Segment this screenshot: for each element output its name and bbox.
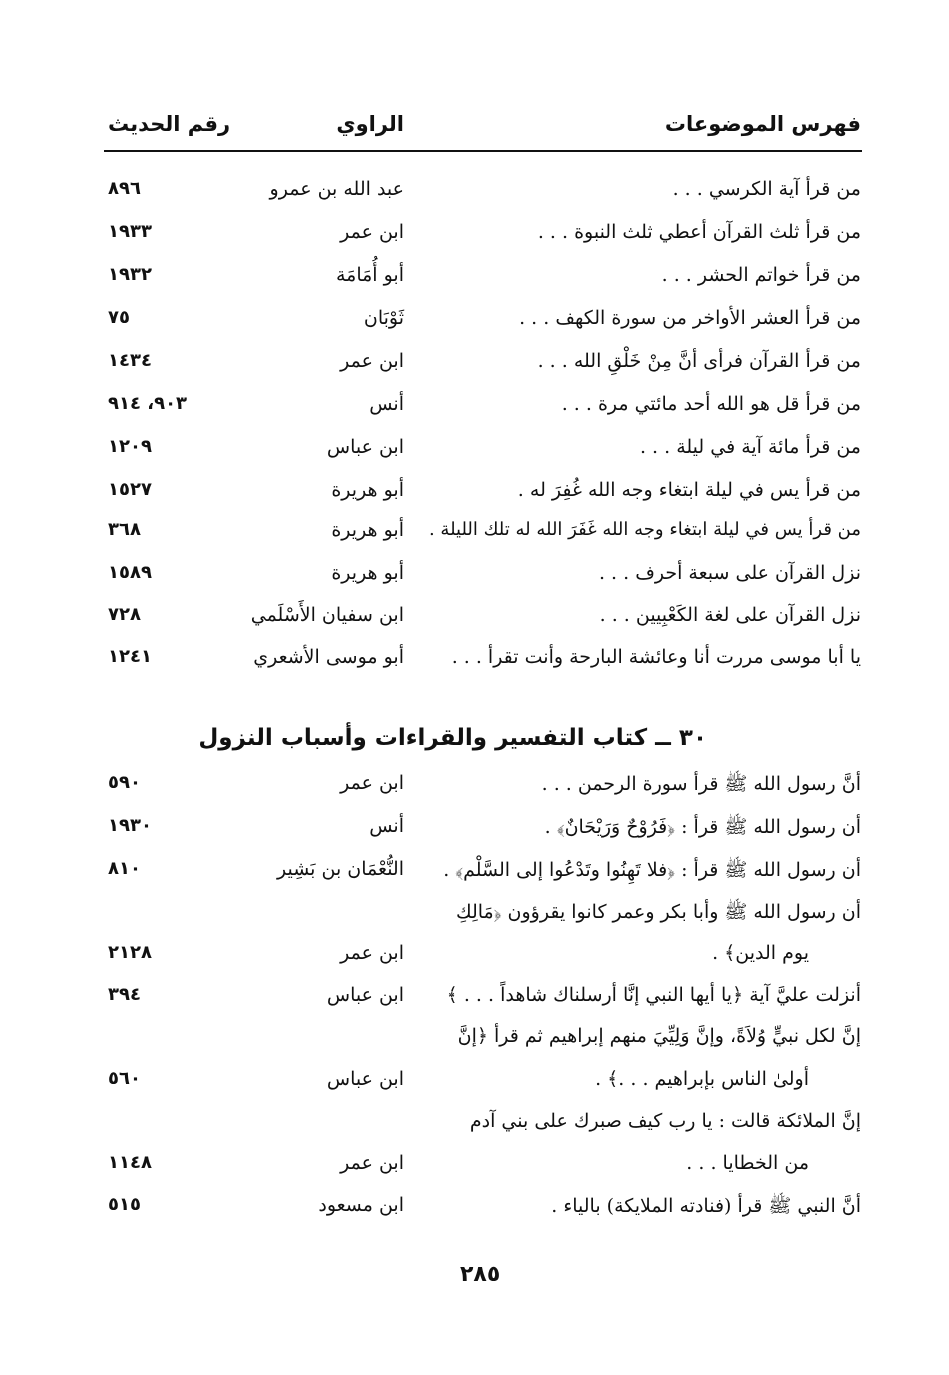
narrator-text: ابن عباس [326,984,404,1006]
topic-text: أنَّ النبي ﷺ قرأ (فنادته الملايكة) بالياء . [551,1195,861,1217]
index-row [0,815,949,845]
narrator-text: ابن عمر [340,221,404,243]
narrator-text: ابن عباس [326,436,404,458]
narrator-text: ابن عباس [326,1068,404,1090]
narrator-text: أبو هريرة [331,479,404,501]
topic-text: من قرأ يس في ليلة ابتغاء وجه الله غَفَرَ الله له تلك الليلة . [428,519,861,540]
narrator-text: ابن عمر [340,1152,404,1174]
narrator-text: ابن عمر [340,942,404,964]
index-row [0,1152,949,1182]
page-number: ٢٨٥ [460,1262,501,1287]
topic-text: يوم الدين﴾ . [712,942,809,964]
topic-text: أنزلت عليَّ آية ﴿يا أيها النبي إنَّا أرسلناك شاهداً . . . ﴾ [446,984,861,1006]
narrator-text: أبو هريرة [331,519,404,541]
hadith-number: ١٥٨٩ [108,562,152,583]
index-row [0,1068,949,1098]
narrator-text: أبو هريرة [331,562,404,584]
topic-text: من قرأ العشر الأواخر من سورة الكهف . . . [519,307,861,329]
index-row [0,604,949,634]
narrator-text: النُّعْمَان بن بَشِير [277,858,404,880]
topic-text: من قرأ القرآن فرأى أنَّ مِنْ خَلْقِ الله . . . [537,350,861,372]
hadith-number: ١٤٣٤ [108,350,152,371]
index-row [0,350,949,380]
hadith-number: ١١٤٨ [108,1152,152,1173]
hadith-number: ١٢٠٩ [108,436,152,457]
narrator-text: ابن مسعود [318,1194,404,1216]
topic-text: من قرأ آية الكرسي . . . [672,178,861,200]
hadith-number: ٣٩٤ [108,984,141,1005]
hadith-number: ٩٠٣، ٩١٤ [108,393,188,414]
index-row [0,984,949,1014]
hadith-number: ١٥٢٧ [108,479,152,500]
index-row [0,221,949,251]
hadith-number: ١٩٣٠ [108,815,152,836]
hadith-number: ٧٥ [108,307,130,328]
hadith-number: ١٩٣٢ [108,264,152,285]
topic-text: إنَّ لكل نبيٍّ وُلاَةً، وإنَّ وَلِيِّيَ منهم إبراهيم ثم قرأ ﴿إنَّ [457,1025,861,1047]
index-row [0,519,949,549]
hadith-number: ١٢٤١ [108,646,152,667]
topic-text: أن رسول الله ﷺ وأبا بكر وعمر كانوا يقرؤون ﴿مَالِكِ [455,901,861,923]
index-row [0,178,949,208]
topic-text: إنَّ الملائكة قالت : يا رب كيف صبرك على بني آدم [469,1110,861,1132]
topic-text: من الخطايا . . . [686,1152,809,1174]
index-row [0,264,949,294]
hadith-number: ١٩٣٣ [108,221,152,242]
narrator-text: ابن سفيان الأَسْلَمي [250,604,404,626]
index-row [0,562,949,592]
topic-text: أن رسول الله ﷺ قرأ : ﴿فَرُوْحٌ وَرَيْحَانٌ﴾ . [544,816,861,838]
index-row [0,307,949,337]
topic-text: نزل القرآن على سبعة أحرف . . . [598,562,861,584]
narrator-text: أبو موسى الأشعري [253,646,404,668]
index-row [0,479,949,509]
hadith-number: ٧٢٨ [108,604,141,625]
index-row [0,900,949,930]
narrator-text: أنس [369,815,404,837]
header-divider [104,150,862,152]
topic-text: أولىٰ الناس بإبراهيم . . .﴾ . [595,1068,809,1090]
index-row [0,942,949,972]
narrator-column-header: الراوي [336,112,404,136]
narrator-text: ابن عمر [340,772,404,794]
hadith-number: ٢١٢٨ [108,942,152,963]
hadith-number: ٥١٥ [108,1194,141,1215]
narrator-text: عبد الله بن عمرو [269,178,404,200]
topic-text: نزل القرآن على لغة الكَعْبِيين . . . [599,604,861,626]
index-row [0,393,949,423]
topic-text: من قرأ خواتم الحشر . . . [661,264,861,286]
topic-text: من قرأ مائة آية في ليلة . . . [639,436,861,458]
narrator-text: أنس [369,393,404,415]
hadith-number: ٥٩٠ [108,772,141,793]
topic-text: يا أبا موسى مررت أنا وعائشة البارحة وأنت تقرأ . . . [451,646,861,668]
narrator-text: ثَوْبَان [363,307,404,329]
hadith-number: ٨٩٦ [108,178,141,199]
section-title: ٣٠ ــ كتاب التفسير والقراءات وأسباب النزول [198,725,707,751]
topic-text: أنَّ رسول الله ﷺ قرأ سورة الرحمن . . . [541,773,861,795]
hadith-number: ٣٦٨ [108,519,141,540]
hadith-number: ٨١٠ [108,858,141,879]
hadith-number: ٥٦٠ [108,1068,141,1089]
topic-text: أن رسول الله ﷺ قرأ : ﴿فلا تَهِنُوا وتَدْعُوا إلى السَّلْم﴾ . [443,859,861,881]
index-row [0,1025,949,1055]
topic-text: من قرأ قل هو الله أحد مائتي مرة . . . [561,393,861,415]
index-row [0,436,949,466]
index-row [0,1194,949,1224]
index-row [0,1110,949,1140]
index-row [0,646,949,676]
narrator-text: أبو أُمَامَة [335,264,404,286]
index-row [0,772,949,802]
topics-column-header: فهرس الموضوعات [664,112,861,136]
narrator-text: ابن عمر [340,350,404,372]
topic-text: من قرأ ثلث القرآن أعطي ثلث النبوة . . . [537,221,861,243]
index-row [0,858,949,888]
topic-text: من قرأ يس في ليلة ابتغاء وجه الله غُفِرَ له . [517,479,861,501]
hadith-number-column-header: رقم الحديث [108,112,231,136]
